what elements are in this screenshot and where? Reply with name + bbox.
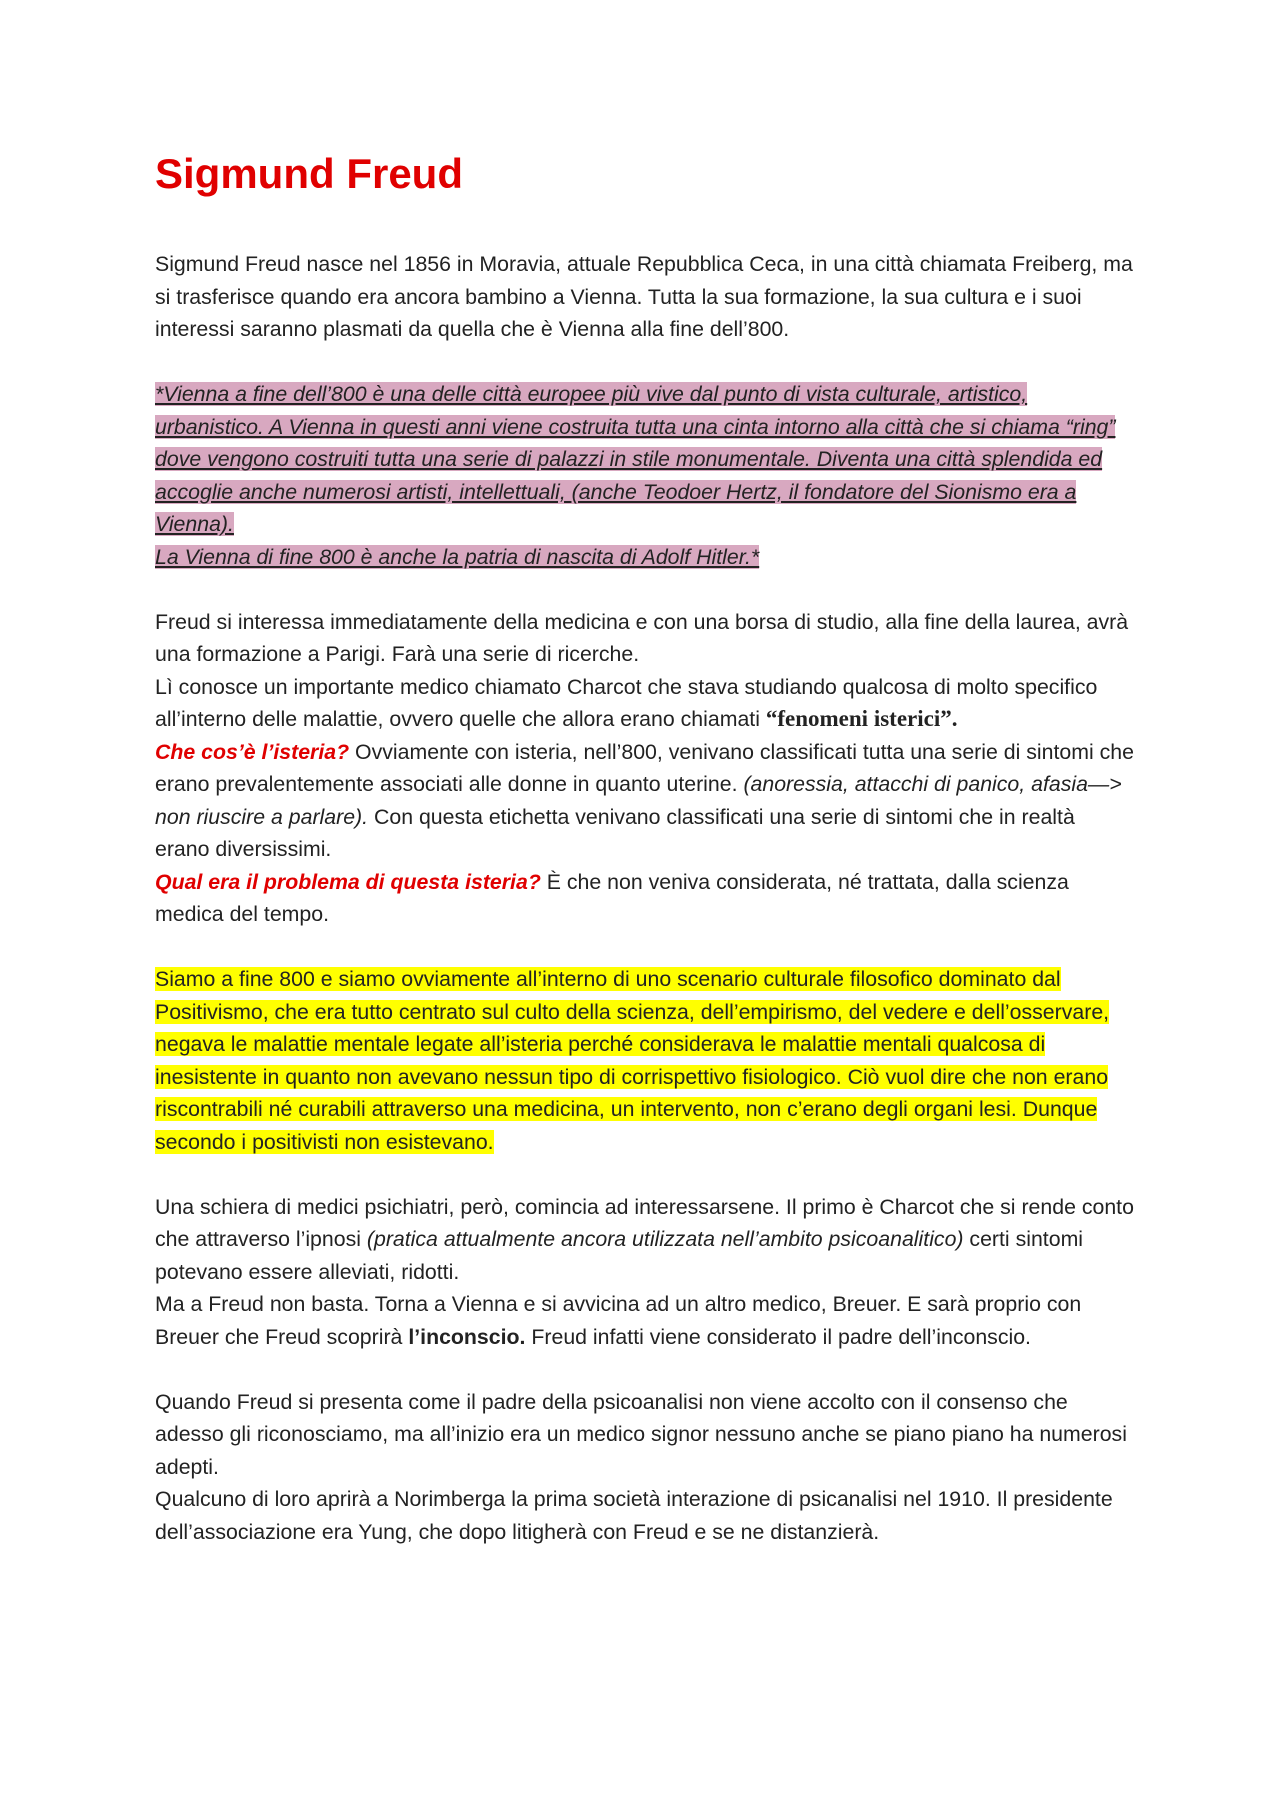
psychiatrists-paragraph-1 xyxy=(155,1191,1135,1289)
question-1-italic: (anoressia, attacchi di panico, afasia—> non riuscire a parlare). xyxy=(155,772,1122,829)
question-2-paragraph xyxy=(155,866,1135,931)
psychiatrists-p2-tail: Freud infatti viene considerato il padre dell’inconscio. xyxy=(525,1324,1031,1349)
vienna-note-line2: La Vienna di fine 800 è anche la patria di nascita di Adolf Hitler.* xyxy=(155,544,760,569)
medicine-paragraph-2 xyxy=(155,671,1135,736)
positivism-paragraph xyxy=(155,963,1135,1158)
psychiatrists-p1-italic: (pratica attualmente ancora utilizzata nell’ambito psicoanalitico) xyxy=(366,1227,964,1251)
page-title: Sigmund Freud xyxy=(155,150,463,197)
question-1: Che cos’è l’isteria? xyxy=(155,739,350,764)
vienna-note-paragraph xyxy=(155,378,1135,573)
question-1-text: Ovviamente con isteria, nell’800, venivano classificati tutta una serie di sintomi che erano prevalentemente associati alle donne in quanto uterine. xyxy=(155,739,1134,796)
medicine-p2-text: Lì conosce un importante medico chiamato Charcot che stava studiando qualcosa di molto specifico all’interno delle malattie, ovvero quelle che allora erano chiamati xyxy=(155,674,1098,731)
psychoanalysis-paragraph-1: Quando Freud si presenta come il padre della psicoanalisi non viene accolto con il consenso che adesso gli riconosciamo, ma all’inizio era un medico signor nessuno anche se piano piano ha numerosi adepti. xyxy=(155,1389,1127,1479)
question-1-paragraph xyxy=(155,736,1135,866)
psychiatrists-p2-text: Ma a Freud non basta. Torna a Vienna e si avvicina ad un altro medico, Breuer. E sarà proprio con Breuer che Freud scoprirà xyxy=(155,1292,1082,1349)
psychiatrists-p1-text: Una schiera di medici psichiatri, però, comincia ad interessarsene. Il primo è Charcot che si rende conto che attraverso l’ipnosi xyxy=(155,1194,1134,1251)
question-2: Qual era il problema di questa isteria? xyxy=(155,869,541,894)
psychoanalysis-paragraph-2: Qualcuno di loro aprirà a Norimberga la prima società interazione di psicanalisi nel 1910. Il presidente dell’associazione era Yung, che dopo litigherà con Freud e se ne distanzierà. xyxy=(155,1487,1113,1544)
medicine-paragraph-1: Freud si interessa immediatamente della medicina e con una borsa di studio, alla fine della laurea, avrà una formazione a Parigi. Farà una serie di ricerche. xyxy=(155,609,1129,666)
document-page xyxy=(155,148,1135,1548)
psychiatrists-p2-bold: l’inconscio. xyxy=(408,1324,526,1349)
question-1-tail: Con questa etichetta venivano classificati una serie di sintomi che in realtà erano diversissimi. xyxy=(155,804,1075,861)
medicine-p2-bold: “fenomeni isterici”. xyxy=(765,706,958,731)
question-2-text: È che non veniva considerata, né trattata, dalla scienza medica del tempo. xyxy=(155,869,1069,926)
psychiatrists-p1-tail: certi sintomi potevano essere alleviati, ridotti. xyxy=(155,1227,1084,1284)
positivism-highlight: Siamo a fine 800 e siamo ovviamente all’interno di uno scenario culturale filosofico dominato dal Positivismo, che era tutto centrato sul culto della scienza, dell’empirismo, del vedere e dell’osservare, negava le malattie mentale legate all’isteria perché considerava le malattie mentali qualcosa di inesistente in quanto non avevano nessun tipo di corrispettivo fisiologico. Ciò vuol dire che non erano riscontrabili né curabili attraverso una medicina, un intervento, non c’erano degli organi lesi. Dunque secondo i positivisti non esistevano. xyxy=(155,967,1110,1154)
vienna-note-line1: *Vienna a fine dell’800 è una delle città europee più vive dal punto di vista culturale, artistico, urbanistico. A Vienna in questi anni viene costruita tutta una cinta intorno alla città che si chiama “ring” dove vengono costruiti tutta una serie di palazzi in stile monumentale. Diventa una città splendida ed accoglie anche numerosi artisti, intellettuali, (anche Teodoer Hertz, il fondatore del Sionismo era a Vienna). xyxy=(155,382,1116,536)
intro-paragraph: Sigmund Freud nasce nel 1856 in Moravia, attuale Repubblica Ceca, in una città chiamata Freiberg, ma si trasferisce quando era ancora bambino a Vienna. Tutta la sua formazione, la sua cultura e i suoi interessi saranno plasmati da quella che è Vienna alla fine dell’800. xyxy=(155,252,1133,341)
psychiatrists-paragraph-2 xyxy=(155,1288,1135,1353)
